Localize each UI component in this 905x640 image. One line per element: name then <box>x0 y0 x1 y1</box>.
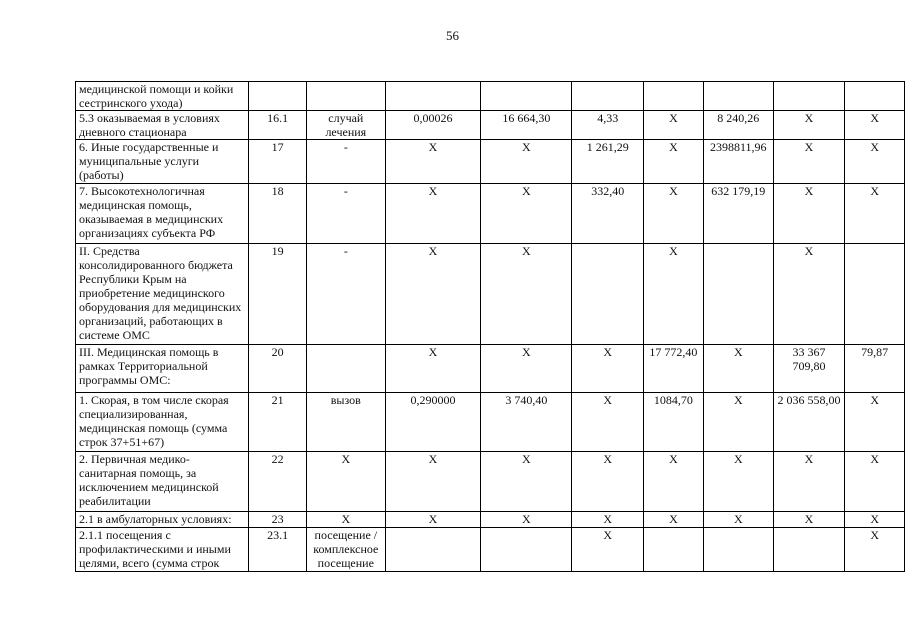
table-cell <box>845 82 905 111</box>
table-cell: Х <box>572 452 644 512</box>
table-cell: Х <box>845 393 905 452</box>
table-cell: 79,87 <box>845 345 905 393</box>
table-cell: Х <box>385 184 480 244</box>
table-cell: 8 240,26 <box>703 111 773 140</box>
table-cell: 632 179,19 <box>703 184 773 244</box>
table-cell: Х <box>481 345 572 393</box>
table-cell: случай лечения <box>306 111 385 140</box>
table-cell <box>703 82 773 111</box>
table-cell: Х <box>773 184 845 244</box>
page-number: 56 <box>446 28 459 43</box>
table-cell: - <box>306 244 385 345</box>
table-cell: Х <box>385 345 480 393</box>
table-cell <box>385 82 480 111</box>
table-row <box>76 393 905 452</box>
table-cell: 4,33 <box>572 111 644 140</box>
table-cell: Х <box>306 452 385 512</box>
table-cell: посещение / комплексное посещение <box>306 528 385 572</box>
table-cell <box>572 82 644 111</box>
table-cell: Х <box>845 452 905 512</box>
table-cell <box>703 528 773 572</box>
row-name-cell: III. Медицинская помощь в рамках Территориальной программы ОМС: <box>76 345 249 393</box>
table-cell: 1084,70 <box>644 393 704 452</box>
table-row <box>76 528 905 572</box>
row-name-cell: 5.3 оказываемая в условиях дневного стационара <box>76 111 249 140</box>
table-cell: - <box>306 140 385 184</box>
table-cell <box>845 244 905 345</box>
table-cell: Х <box>572 512 644 528</box>
table-cell: - <box>306 184 385 244</box>
table-cell: Х <box>644 111 704 140</box>
table-cell: 0,00026 <box>385 111 480 140</box>
table-cell: Х <box>572 393 644 452</box>
table-cell: Х <box>644 140 704 184</box>
table-cell: Х <box>845 111 905 140</box>
table-cell: Х <box>481 244 572 345</box>
table-cell: Х <box>306 512 385 528</box>
table-cell: 2 036 558,00 <box>773 393 845 452</box>
table-cell <box>306 82 385 111</box>
table-cell: 2398811,96 <box>703 140 773 184</box>
table-cell: Х <box>703 512 773 528</box>
table-cell: Х <box>845 140 905 184</box>
table-cell: Х <box>773 512 845 528</box>
table-cell: 17 772,40 <box>644 345 704 393</box>
table-cell <box>644 82 704 111</box>
table-cell: Х <box>773 140 845 184</box>
table-cell: 20 <box>249 345 307 393</box>
table-cell: 23.1 <box>249 528 307 572</box>
table-row <box>76 111 905 140</box>
table-cell: Х <box>773 244 845 345</box>
table-cell: Х <box>481 452 572 512</box>
table-cell <box>572 244 644 345</box>
row-name-cell: 7. Высокотехнологичная медицинская помощь, оказываемая в медицинских организациях субъекта РФ <box>76 184 249 244</box>
table-cell: Х <box>845 512 905 528</box>
table-cell: Х <box>385 512 480 528</box>
table-cell <box>481 82 572 111</box>
table-cell: Х <box>703 393 773 452</box>
table-cell: 21 <box>249 393 307 452</box>
table-cell: Х <box>481 140 572 184</box>
table-cell: 16.1 <box>249 111 307 140</box>
row-name-cell: 2.1.1 посещения с профилактическими и иными целями, всего (сумма строк <box>76 528 249 572</box>
row-name-cell: 2.1 в амбулаторных условиях: <box>76 512 249 528</box>
table-cell: Х <box>385 244 480 345</box>
table-cell: вызов <box>306 393 385 452</box>
table-cell: Х <box>845 184 905 244</box>
table-cell: 17 <box>249 140 307 184</box>
row-name-cell: медицинской помощи и койки сестринского ухода) <box>76 82 249 111</box>
table-cell: Х <box>845 528 905 572</box>
table-cell: Х <box>385 452 480 512</box>
row-name-cell: II. Средства консолидированного бюджета Республики Крым на приобретение медицинского оборудования для медицинских организаций, работающих в системе ОМС <box>76 244 249 345</box>
table-cell: Х <box>703 345 773 393</box>
row-name-cell: 6. Иные государственные и муниципальные услуги (работы) <box>76 140 249 184</box>
table-cell: Х <box>773 111 845 140</box>
table-cell: 33 367 709,80 <box>773 345 845 393</box>
row-name-cell: 1. Скорая, в том числе скорая специализированная, медицинская помощь (сумма строк 37+51+67) <box>76 393 249 452</box>
table-cell: Х <box>572 528 644 572</box>
table-cell <box>703 244 773 345</box>
table-row <box>76 452 905 512</box>
table-cell: Х <box>703 452 773 512</box>
table-cell <box>481 528 572 572</box>
table-cell: Х <box>644 452 704 512</box>
table-cell: 16 664,30 <box>481 111 572 140</box>
table-cell <box>773 82 845 111</box>
table-cell: Х <box>644 512 704 528</box>
table-cell: Х <box>572 345 644 393</box>
table-cell: Х <box>773 452 845 512</box>
data-table <box>75 81 905 572</box>
table-cell: 22 <box>249 452 307 512</box>
table-row <box>76 512 905 528</box>
table-row <box>76 345 905 393</box>
table-cell: Х <box>481 512 572 528</box>
table-row <box>76 82 905 111</box>
table-cell: Х <box>644 244 704 345</box>
table-cell: Х <box>644 184 704 244</box>
row-name-cell: 2. Первичная медико-санитарная помощь, за исключением медицинской реабилитации <box>76 452 249 512</box>
table-cell: 18 <box>249 184 307 244</box>
table-cell <box>306 345 385 393</box>
table-cell: 3 740,40 <box>481 393 572 452</box>
table-cell <box>773 528 845 572</box>
table-cell: 23 <box>249 512 307 528</box>
table-row <box>76 184 905 244</box>
table-cell: 1 261,29 <box>572 140 644 184</box>
table-cell <box>385 528 480 572</box>
table-row <box>76 140 905 184</box>
table-cell: 0,290000 <box>385 393 480 452</box>
table-cell: Х <box>385 140 480 184</box>
table-cell <box>644 528 704 572</box>
table-cell: 19 <box>249 244 307 345</box>
table-row <box>76 244 905 345</box>
table-cell <box>249 82 307 111</box>
table-cell: Х <box>481 184 572 244</box>
table-cell: 332,40 <box>572 184 644 244</box>
